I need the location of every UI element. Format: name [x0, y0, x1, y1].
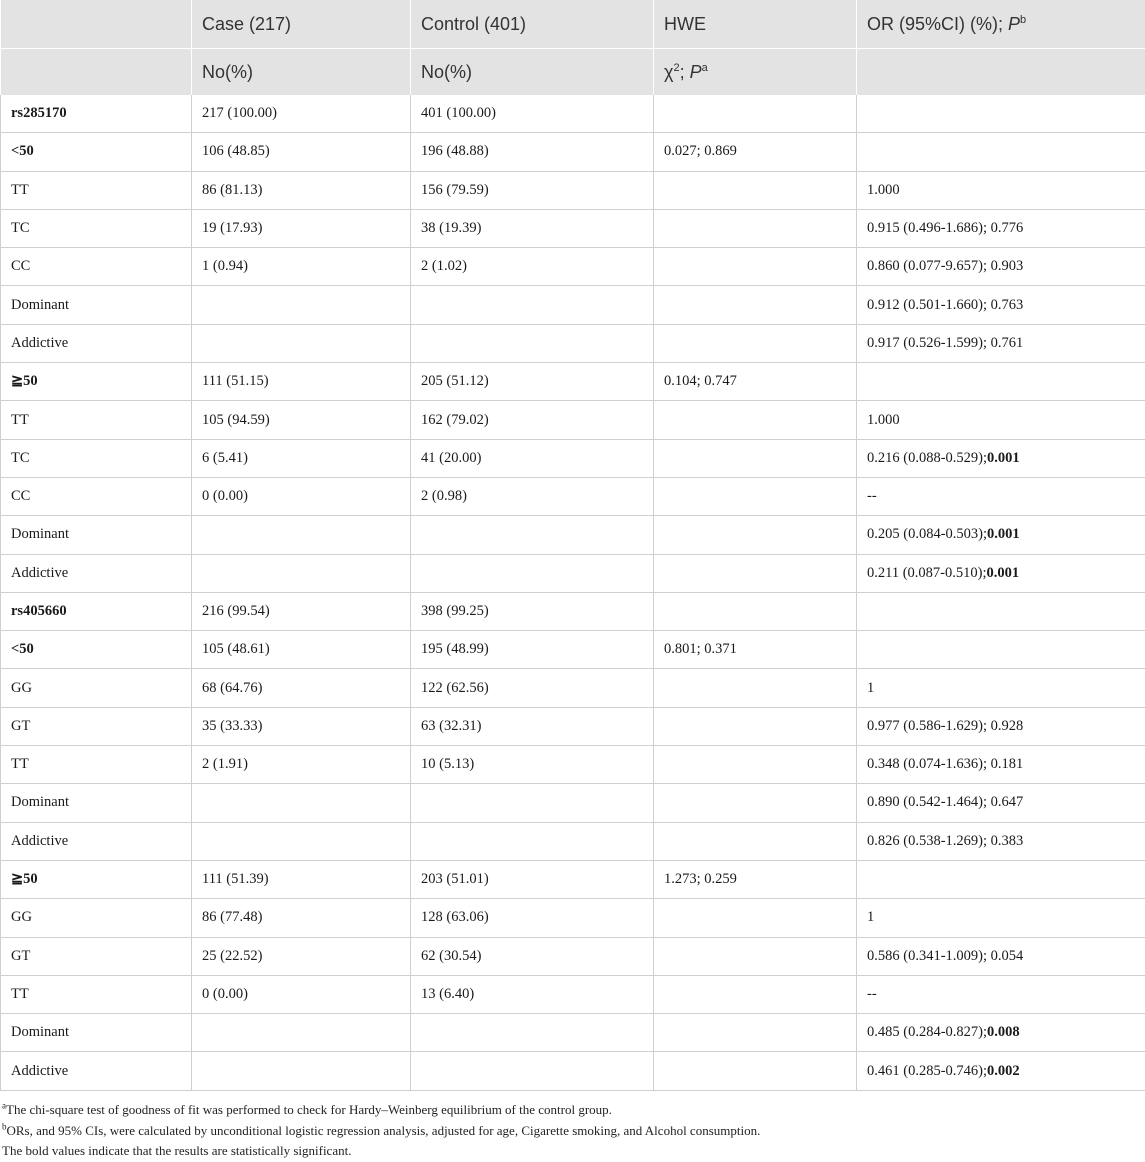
control-value-text: 195 (48.99) [421, 641, 489, 658]
row-label [1, 363, 192, 401]
hwe-value [654, 899, 857, 937]
row-label-text: CC [11, 258, 31, 275]
case-value-text: 25 (22.52) [202, 947, 263, 964]
case-value [192, 439, 411, 477]
control-value [411, 401, 654, 439]
table-row [1, 554, 1145, 592]
case-value-text: 111 (51.39) [202, 871, 269, 888]
control-value-text: 156 (79.59) [421, 181, 489, 198]
hwe-value [654, 669, 857, 707]
header-or-sup: b [1020, 13, 1027, 26]
table-row [1, 248, 1145, 286]
case-value [192, 746, 411, 784]
footnote [2, 1141, 760, 1162]
row-label [1, 401, 192, 439]
or-value [857, 363, 1145, 401]
hwe-value [654, 975, 857, 1013]
case-value-text: 6 (5.41) [202, 449, 248, 466]
control-value-text: 398 (99.25) [421, 603, 489, 619]
row-label [1, 286, 192, 324]
case-value [192, 477, 411, 515]
or-value-text: -- [867, 488, 877, 505]
row-label [1, 631, 192, 669]
case-value [192, 899, 411, 937]
table-row [1, 1014, 1145, 1052]
table-row [1, 95, 1145, 133]
footnote-mark: a [2, 1100, 6, 1111]
hwe-value [654, 822, 857, 860]
row-label [1, 899, 192, 937]
or-value [857, 784, 1145, 822]
control-value-text: 128 (63.06) [421, 909, 489, 926]
hwe-value-text: 0.027; 0.869 [664, 143, 737, 160]
case-value [192, 516, 411, 554]
case-value [192, 248, 411, 286]
control-value [411, 669, 654, 707]
row-label-text: GT [11, 947, 31, 964]
row-label [1, 592, 192, 630]
row-label-text: rs405660 [11, 603, 67, 619]
or-value [857, 592, 1145, 630]
case-value-text: 86 (77.48) [202, 909, 263, 926]
row-label [1, 975, 192, 1013]
hwe-value [654, 286, 857, 324]
hwe-value [654, 707, 857, 745]
hwe-value-text: 0.104; 0.747 [664, 373, 737, 390]
or-value [857, 1052, 1145, 1090]
control-value [411, 746, 654, 784]
or-value-text: -- [867, 985, 877, 1002]
control-value [411, 937, 654, 975]
or-value [857, 95, 1145, 133]
row-label-text: GT [11, 717, 31, 734]
row-label [1, 784, 192, 822]
table-row [1, 707, 1145, 745]
control-value [411, 1052, 654, 1090]
or-value [857, 1014, 1145, 1052]
row-label [1, 324, 192, 362]
row-label-text: <50 [11, 143, 34, 160]
row-label-text: TT [11, 181, 29, 198]
table-row [1, 133, 1145, 171]
or-value [857, 860, 1145, 898]
row-label [1, 95, 192, 133]
subheader-blank [1, 49, 192, 96]
case-value-text: 0 (0.00) [202, 488, 248, 505]
case-value [192, 860, 411, 898]
control-value [411, 133, 654, 171]
or-value-text: 0.485 (0.284-0.827); [867, 1024, 988, 1041]
row-label-text: Addictive [11, 1062, 69, 1079]
control-value-text: 203 (51.01) [421, 871, 489, 888]
row-label [1, 1052, 192, 1090]
control-value-text: 162 (79.02) [421, 411, 489, 428]
hwe-value [654, 439, 857, 477]
case-value [192, 363, 411, 401]
case-value [192, 324, 411, 362]
or-value-text: 1.000 [867, 411, 900, 428]
row-label-text: Dominant [11, 526, 69, 543]
table-row [1, 401, 1145, 439]
or-value [857, 133, 1145, 171]
or-value [857, 248, 1145, 286]
hwe-value-text: 1.273; 0.259 [664, 871, 737, 888]
case-value-text: 217 (100.00) [202, 105, 277, 122]
case-value [192, 209, 411, 247]
case-value [192, 133, 411, 171]
or-value-text: 1 [867, 909, 875, 926]
or-value [857, 631, 1145, 669]
case-value-text: 19 (17.93) [202, 220, 263, 237]
row-label-text: Addictive [11, 832, 69, 849]
header-or [857, 0, 1145, 49]
significant-p-value: 0.001 [987, 449, 1020, 466]
row-label [1, 171, 192, 209]
or-value [857, 746, 1145, 784]
hwe-value [654, 631, 857, 669]
case-value-text: 105 (48.61) [202, 641, 270, 658]
row-label-text: Dominant [11, 1024, 69, 1041]
table-row [1, 516, 1145, 554]
or-value [857, 477, 1145, 515]
case-value-text: 105 (94.59) [202, 411, 270, 428]
hwe-value [654, 937, 857, 975]
subheader-control: No(%) [411, 49, 654, 96]
hwe-value [654, 95, 857, 133]
or-value-text: 0.915 (0.496-1.686); 0.776 [867, 220, 1024, 237]
row-label-text: TT [11, 411, 29, 428]
case-value-text: 1 (0.94) [202, 258, 248, 275]
or-value [857, 516, 1145, 554]
row-label-text: Dominant [11, 794, 69, 811]
hwe-value [654, 1052, 857, 1090]
control-value-text: 10 (5.13) [421, 756, 475, 773]
subheader-hwe-chi: χ [664, 61, 674, 82]
row-label [1, 439, 192, 477]
footnote [2, 1121, 760, 1142]
hwe-value [654, 516, 857, 554]
control-value [411, 631, 654, 669]
row-label-text: Addictive [11, 564, 69, 581]
row-label [1, 669, 192, 707]
row-label [1, 248, 192, 286]
control-value [411, 95, 654, 133]
row-label-text: rs285170 [11, 105, 67, 122]
control-value-text: 205 (51.12) [421, 373, 489, 390]
header-row-2 [1, 49, 1145, 96]
header-or-p: P [1008, 13, 1021, 34]
table-row [1, 477, 1145, 515]
case-value [192, 554, 411, 592]
or-value-text: 0.348 (0.074-1.636); 0.181 [867, 756, 1024, 773]
row-label-text: CC [11, 488, 31, 505]
table-row [1, 592, 1145, 630]
control-value [411, 860, 654, 898]
case-value [192, 171, 411, 209]
or-value [857, 324, 1145, 362]
or-value [857, 171, 1145, 209]
hwe-value [654, 248, 857, 286]
control-value [411, 209, 654, 247]
footnote-text: ORs, and 95% CIs, were calculated by unconditional logistic regression analysis, adjusted for age, Cigarette smoking, and Alcohol consumption. [6, 1122, 761, 1138]
table-row [1, 1052, 1145, 1090]
table-row [1, 363, 1145, 401]
hwe-value [654, 477, 857, 515]
row-label-text: GG [11, 909, 32, 926]
footnote-text: The chi-square test of goodness of fit was performed to check for Hardy–Weinberg equilibrium of the control group. [6, 1102, 612, 1117]
control-value [411, 1014, 654, 1052]
or-value-text: 1 [867, 679, 875, 696]
or-value-text: 0.826 (0.538-1.269); 0.383 [867, 832, 1024, 849]
table-row [1, 631, 1145, 669]
control-value-text: 38 (19.39) [421, 220, 482, 237]
control-value-text: 401 (100.00) [421, 105, 496, 122]
subheader-case: No(%) [192, 49, 411, 96]
row-label-text: TT [11, 756, 29, 773]
hwe-value [654, 592, 857, 630]
row-label-text: <50 [11, 641, 34, 658]
case-value [192, 707, 411, 745]
control-value [411, 707, 654, 745]
row-label [1, 707, 192, 745]
or-value [857, 899, 1145, 937]
header-row-1 [1, 0, 1145, 49]
or-value [857, 707, 1145, 745]
hwe-value [654, 746, 857, 784]
case-value [192, 286, 411, 324]
hwe-value [654, 784, 857, 822]
case-value [192, 669, 411, 707]
significant-p-value: 0.001 [986, 564, 1020, 581]
table-body [1, 95, 1145, 1090]
footnote-mark: b [2, 1121, 7, 1132]
case-value [192, 592, 411, 630]
case-value-text: 216 (99.54) [202, 603, 270, 619]
or-value-text: 0.205 (0.084-0.503); [867, 526, 988, 543]
table-footnotes [0, 1100, 760, 1162]
subheader-hwe-p: P [689, 61, 702, 82]
row-label-text: TC [11, 449, 30, 466]
or-value-text: 0.890 (0.542-1.464); 0.647 [867, 794, 1024, 811]
case-value-text: 111 (51.15) [202, 373, 269, 390]
hwe-value [654, 1014, 857, 1052]
control-value-text: 122 (62.56) [421, 679, 489, 696]
control-value-text: 62 (30.54) [421, 947, 482, 964]
or-value-text: 0.586 (0.341-1.009); 0.054 [867, 947, 1024, 964]
or-value-text: 0.211 (0.087-0.510); [867, 564, 987, 581]
significant-p-value: 0.001 [987, 526, 1020, 543]
or-value [857, 937, 1145, 975]
or-value-text: 0.461 (0.285-0.746); [867, 1062, 988, 1079]
control-value [411, 554, 654, 592]
case-value [192, 822, 411, 860]
control-value [411, 975, 654, 1013]
row-label [1, 1014, 192, 1052]
subheader-hwe [654, 49, 857, 96]
case-value-text: 86 (81.13) [202, 181, 263, 198]
hwe-value [654, 324, 857, 362]
footnote [2, 1100, 760, 1121]
subheader-hwe-sup2: a [701, 61, 708, 74]
control-value [411, 248, 654, 286]
subheader-hwe-mid: ; [679, 61, 690, 82]
control-value-text: 2 (0.98) [421, 488, 467, 505]
row-label [1, 554, 192, 592]
or-value [857, 554, 1145, 592]
table-row [1, 899, 1145, 937]
table-row [1, 286, 1145, 324]
table-row [1, 209, 1145, 247]
case-value-text: 0 (0.00) [202, 985, 248, 1002]
control-value [411, 324, 654, 362]
case-value [192, 631, 411, 669]
or-value-text: 0.216 (0.088-0.529); [867, 449, 988, 466]
case-value-text: 106 (48.85) [202, 143, 270, 160]
or-value [857, 669, 1145, 707]
case-value [192, 784, 411, 822]
or-value-text: 1.000 [867, 181, 900, 198]
table-row [1, 937, 1145, 975]
table-row [1, 822, 1145, 860]
header-blank [1, 0, 192, 49]
row-label [1, 746, 192, 784]
or-value-text: 0.860 (0.077-9.657); 0.903 [867, 258, 1024, 275]
row-label-text: ≧50 [11, 871, 38, 888]
footnote-text: The bold values indicate that the results are statistically significant. [2, 1143, 352, 1158]
control-value [411, 439, 654, 477]
subheader-or [857, 49, 1145, 96]
subheader-hwe-sup1: 2 [673, 61, 680, 74]
row-label [1, 209, 192, 247]
row-label-text: TC [11, 220, 30, 237]
case-value [192, 401, 411, 439]
hwe-value [654, 363, 857, 401]
row-label [1, 937, 192, 975]
row-label-text: GG [11, 679, 32, 696]
control-value [411, 592, 654, 630]
table-row [1, 324, 1145, 362]
control-value-text: 41 (20.00) [421, 449, 482, 466]
control-value-text: 2 (1.02) [421, 258, 467, 275]
table-row [1, 669, 1145, 707]
header-case: Case (217) [192, 0, 411, 49]
hwe-value [654, 209, 857, 247]
row-label-text: TT [11, 985, 29, 1002]
row-label-text: ≧50 [11, 373, 38, 390]
hwe-value [654, 860, 857, 898]
or-value [857, 209, 1145, 247]
hwe-value [654, 401, 857, 439]
header-control: Control (401) [411, 0, 654, 49]
case-value-text: 35 (33.33) [202, 717, 263, 734]
control-value [411, 899, 654, 937]
control-value [411, 516, 654, 554]
hwe-value [654, 133, 857, 171]
significant-p-value: 0.008 [987, 1024, 1020, 1041]
control-value-text: 63 (32.31) [421, 717, 482, 734]
or-value-text: 0.912 (0.501-1.660); 0.763 [867, 296, 1024, 313]
control-value-text: 196 (48.88) [421, 143, 489, 160]
or-value [857, 439, 1145, 477]
case-value [192, 937, 411, 975]
or-value-text: 0.917 (0.526-1.599); 0.761 [867, 334, 1024, 351]
significant-p-value: 0.002 [987, 1062, 1020, 1079]
control-value [411, 784, 654, 822]
hwe-value-text: 0.801; 0.371 [664, 641, 737, 658]
control-value [411, 286, 654, 324]
header-hwe: HWE [654, 0, 857, 49]
hwe-value [654, 171, 857, 209]
or-value [857, 822, 1145, 860]
case-value [192, 95, 411, 133]
or-value [857, 975, 1145, 1013]
table-row [1, 439, 1145, 477]
or-value [857, 286, 1145, 324]
row-label [1, 822, 192, 860]
row-label-text: Addictive [11, 334, 69, 351]
table-row [1, 784, 1145, 822]
case-value-text: 2 (1.91) [202, 756, 248, 773]
control-value-text: 13 (6.40) [421, 985, 475, 1002]
table-row [1, 860, 1145, 898]
table-header [1, 0, 1145, 95]
header-or-label: OR (95%CI) (%); [867, 13, 1009, 34]
row-label [1, 477, 192, 515]
row-label [1, 860, 192, 898]
case-value [192, 1052, 411, 1090]
row-label-text: Dominant [11, 296, 69, 313]
control-value [411, 477, 654, 515]
hwe-value [654, 554, 857, 592]
row-label [1, 133, 192, 171]
row-label [1, 516, 192, 554]
control-value [411, 171, 654, 209]
control-value [411, 363, 654, 401]
or-value [857, 401, 1145, 439]
case-value [192, 975, 411, 1013]
table-row [1, 171, 1145, 209]
table-row [1, 975, 1145, 1013]
table-row [1, 746, 1145, 784]
control-value [411, 822, 654, 860]
case-value-text: 68 (64.76) [202, 679, 263, 696]
case-value [192, 1014, 411, 1052]
or-value-text: 0.977 (0.586-1.629); 0.928 [867, 717, 1024, 734]
